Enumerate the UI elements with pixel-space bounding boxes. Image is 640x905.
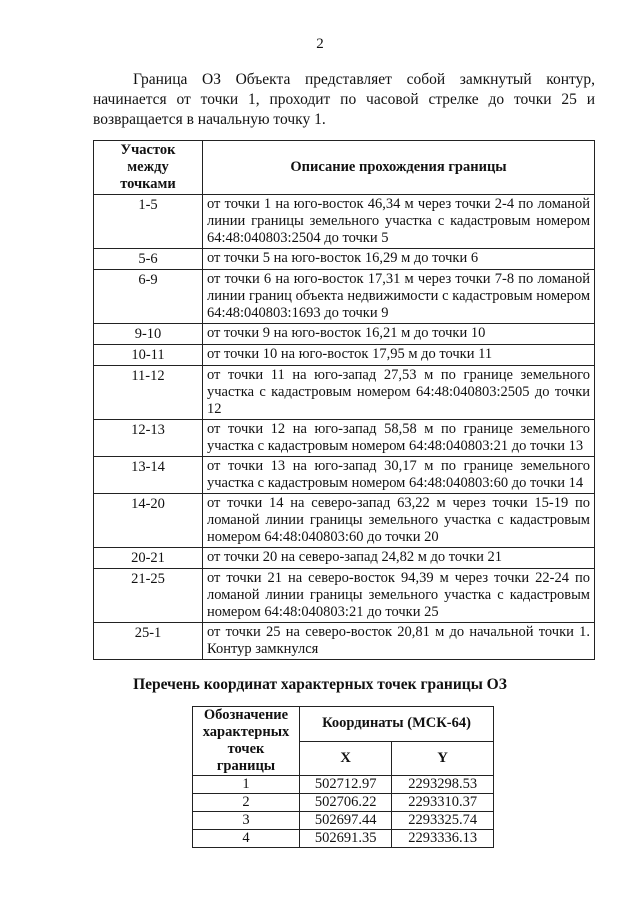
x-cell: 502712.97	[300, 776, 392, 794]
y-column-header: Y	[392, 741, 494, 776]
table-row	[193, 830, 494, 848]
table-header-row	[193, 707, 494, 742]
page-number: 2	[316, 36, 324, 52]
segment-cell: 13-14	[94, 457, 203, 494]
table-row	[94, 324, 595, 345]
segment-cell: 12-13	[94, 420, 203, 457]
x-column-header: X	[300, 741, 392, 776]
table-row	[94, 569, 595, 623]
y-cell: 2293298.53	[392, 776, 494, 794]
segment-cell: 5-6	[94, 249, 203, 270]
table-row	[193, 776, 494, 794]
description-cell: от точки 1 на юго-восток 46,34 м через точки 2-4 по ломаной линии границы земельного участка с кадастровым номером 64:48:040803:2504 до точки 5	[203, 195, 595, 249]
coordinates-table	[192, 706, 494, 848]
description-cell: от точки 5 на юго-восток 16,29 м до точки 6	[203, 249, 595, 270]
description-cell: от точки 13 на юго-запад 30,17 м по границе земельного участка с кадастровым номером 64:48:040803:60 до точки 14	[203, 457, 595, 494]
coordinates-system-header: Координаты (МСК-64)	[300, 707, 494, 742]
table-row	[193, 812, 494, 830]
coordinates-title: Перечень координат характерных точек границы ОЗ	[133, 676, 507, 693]
y-cell: 2293336.13	[392, 830, 494, 848]
coordinates-table-body	[193, 776, 494, 848]
segment-cell: 20-21	[94, 548, 203, 569]
x-cell: 502706.22	[300, 794, 392, 812]
segment-cell: 14-20	[94, 494, 203, 548]
x-cell: 502697.44	[300, 812, 392, 830]
segment-cell: 11-12	[94, 366, 203, 420]
description-cell: от точки 21 на северо-восток 94,39 м через точки 22-24 по ломаной линии границы земельного участка с кадастровым номером 64:48:040803:21 до точки 25	[203, 569, 595, 623]
table-row	[94, 270, 595, 324]
point-designation-header: Обозначение характерных точек границы	[193, 707, 300, 776]
description-cell: от точки 14 на северо-запад 63,22 м через точки 15-19 по ломаной линии границы земельного участка с кадастровым номером 64:48:040803:60 до точки 20	[203, 494, 595, 548]
table-row	[94, 457, 595, 494]
segment-cell: 1-5	[94, 195, 203, 249]
description-cell: от точки 25 на северо-восток 20,81 м до начальной точки 1. Контур замкнулся	[203, 623, 595, 660]
table-row	[94, 366, 595, 420]
point-cell: 4	[193, 830, 300, 848]
description-cell: от точки 20 на северо-запад 24,82 м до точки 21	[203, 548, 595, 569]
segment-column-header: Участок между точками	[94, 141, 203, 195]
boundary-description-table	[93, 140, 595, 660]
segment-cell: 21-25	[94, 569, 203, 623]
table-row	[94, 420, 595, 457]
description-cell: от точки 12 на юго-запад 58,58 м по границе земельного участка с кадастровым номером 64:48:040803:21 до точки 13	[203, 420, 595, 457]
boundary-table-body	[94, 195, 595, 660]
segment-cell: 10-11	[94, 345, 203, 366]
description-cell: от точки 11 на юго-запад 27,53 м по границе земельного участка с кадастровым номером 64:48:040803:2505 до точки 12	[203, 366, 595, 420]
table-row	[94, 623, 595, 660]
table-row	[94, 548, 595, 569]
table-row	[94, 195, 595, 249]
x-cell: 502691.35	[300, 830, 392, 848]
description-column-header: Описание прохождения границы	[203, 141, 595, 195]
description-cell: от точки 9 на юго-восток 16,21 м до точки 10	[203, 324, 595, 345]
description-cell: от точки 6 на юго-восток 17,31 м через точки 7-8 по ломаной линии границ объекта недвижимости с кадастровым номером 64:48:040803:1693 до точки 9	[203, 270, 595, 324]
intro-paragraph: Граница ОЗ Объекта представляет собой замкнутый контур, начинается от точки 1, проходит по часовой стрелке до точки 25 и возвращается в начальную точку 1.	[93, 71, 595, 128]
table-row	[94, 345, 595, 366]
table-header-row	[94, 141, 595, 195]
y-cell: 2293310.37	[392, 794, 494, 812]
segment-cell: 6-9	[94, 270, 203, 324]
segment-cell: 9-10	[94, 324, 203, 345]
segment-cell: 25-1	[94, 623, 203, 660]
y-cell: 2293325.74	[392, 812, 494, 830]
table-row	[94, 249, 595, 270]
point-cell: 3	[193, 812, 300, 830]
table-row	[94, 494, 595, 548]
point-cell: 2	[193, 794, 300, 812]
table-row	[193, 794, 494, 812]
description-cell: от точки 10 на юго-восток 17,95 м до точки 11	[203, 345, 595, 366]
point-cell: 1	[193, 776, 300, 794]
